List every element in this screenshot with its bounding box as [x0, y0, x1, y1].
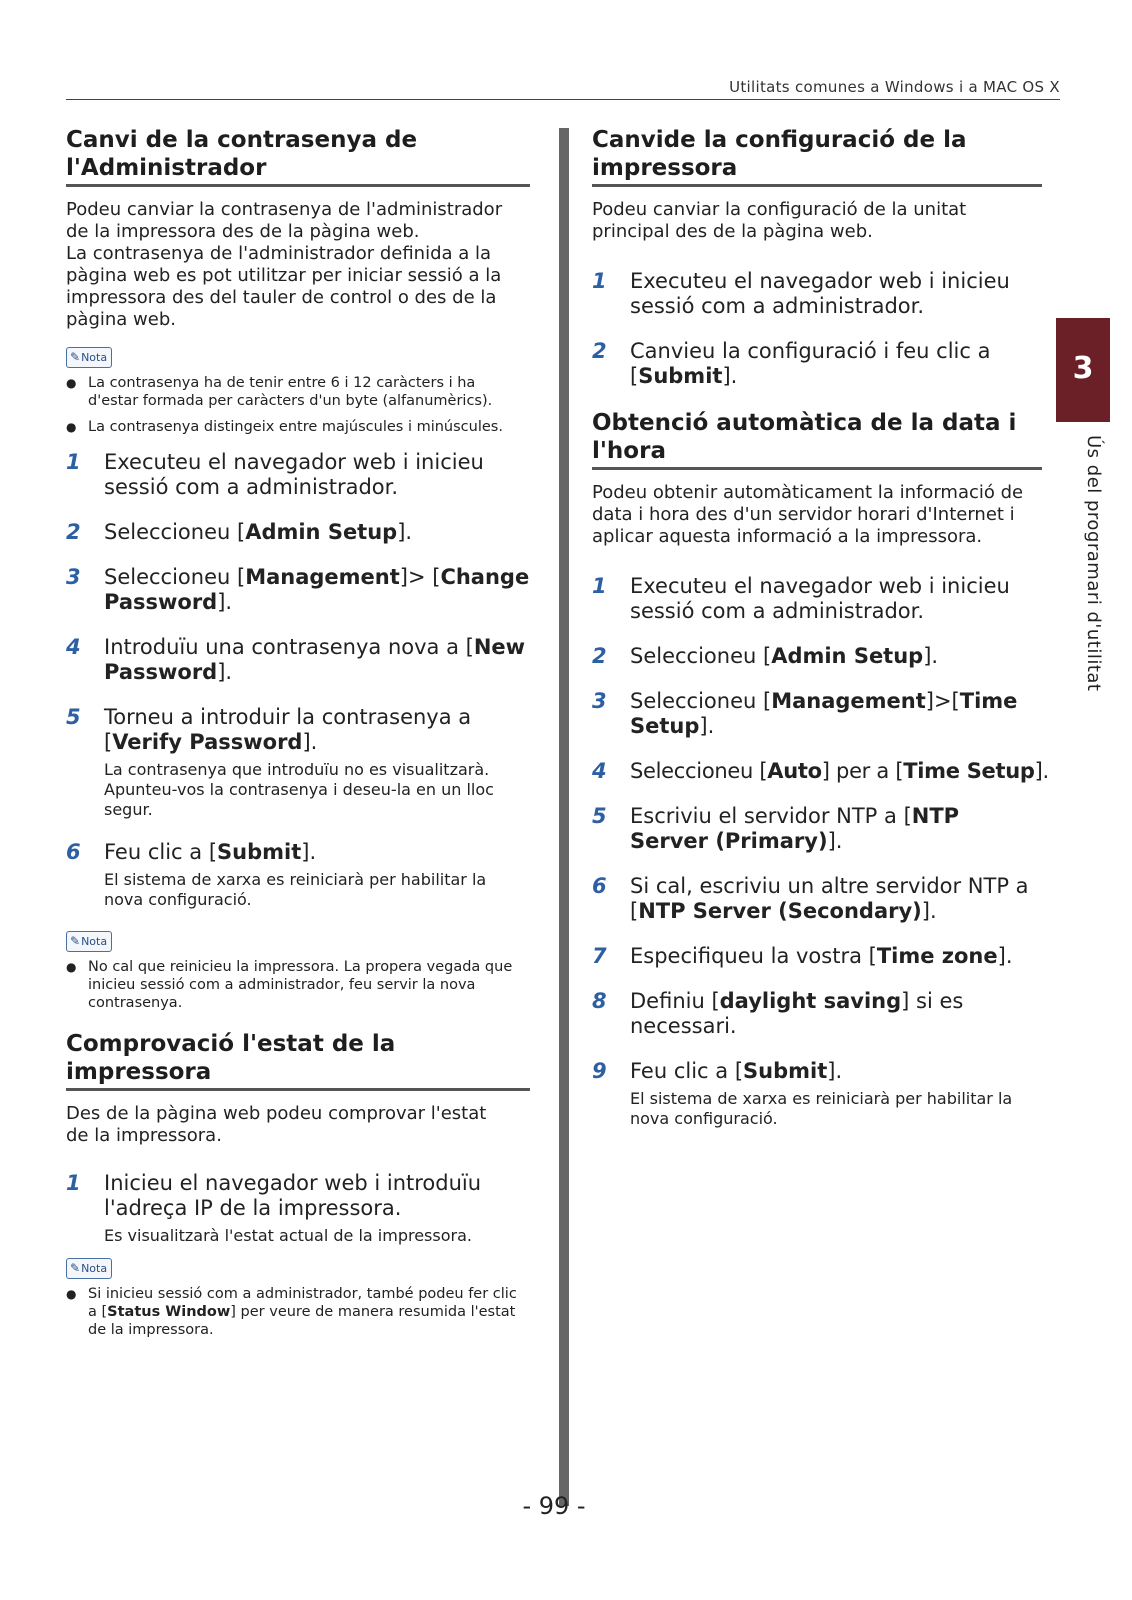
- ui-term: New Password: [104, 635, 526, 684]
- step-text-part: ] si es necessari.: [630, 989, 964, 1038]
- intro-line: de la impressora.: [66, 1125, 222, 1146]
- ui-term: Change Password: [104, 565, 530, 614]
- section-title-printer-config: [592, 126, 1042, 187]
- title-line: Canvi de la contrasenya de: [66, 127, 418, 153]
- chapter-side-label: Ús del programari d'utilitat: [1083, 435, 1104, 692]
- step-number: 5: [592, 804, 607, 828]
- intro-line: Podeu canviar la contrasenya de l'administrador: [66, 199, 503, 220]
- section-title-printer-status: [66, 1030, 530, 1091]
- intro-line: principal des de la pàgina web.: [592, 221, 873, 242]
- step-text-part: ].: [722, 364, 738, 388]
- intro-line: aplicar aquesta informació a la impressora.: [592, 526, 983, 547]
- running-header: Utilitats comunes a Windows i a MAC OS X: [729, 78, 1060, 96]
- ui-term: Management: [771, 689, 926, 713]
- note-text: ] per veure de manera resumida l'estat de la impressora.: [88, 1304, 516, 1338]
- step-number: 2: [592, 339, 607, 363]
- step-number: 5: [66, 705, 81, 729]
- step-text-part: ].: [217, 660, 233, 684]
- intro-line: Des de la pàgina web podeu comprovar l'estat: [66, 1103, 487, 1124]
- step-number: 3: [66, 565, 81, 589]
- intro-paragraph: [592, 482, 1042, 548]
- step-text-part: Executeu el navegador web i inicieu sessió com a administrador.: [104, 450, 484, 499]
- step: [592, 944, 1042, 969]
- step-number: 1: [66, 1171, 81, 1195]
- ui-term: Time Setup: [630, 689, 1018, 738]
- step-text-part: ].: [217, 590, 233, 614]
- title-line: Canvide la configuració de la: [592, 127, 967, 153]
- step-number: 9: [592, 1059, 607, 1083]
- step-number: 2: [592, 644, 607, 668]
- step-number: 2: [66, 520, 81, 544]
- step-text: [630, 1059, 1042, 1084]
- step: [592, 339, 1042, 389]
- step: [592, 689, 1042, 739]
- step-detail: El sistema de xarxa es reiniciarà per habilitar la nova configuració.: [630, 1089, 1013, 1128]
- step-text-part: ]>[: [925, 689, 960, 713]
- step-number: 1: [592, 574, 607, 598]
- note-text: No cal que reinicieu la impressora. La propera vegada que inicieu sessió com a administrador, feu servir la nova contrasenya.: [88, 959, 513, 1011]
- step-text-part: Seleccioneu [: [630, 689, 772, 713]
- step-number: 8: [592, 989, 607, 1013]
- pencil-icon: ✎: [70, 1261, 81, 1275]
- note-list: [66, 958, 530, 1012]
- step-text-part: ].: [921, 899, 937, 923]
- step-text: [630, 804, 1042, 854]
- step-text-part: Torneu a introduir la contrasenya a [: [104, 705, 472, 754]
- note-item: [66, 374, 530, 410]
- title-line: l'hora: [592, 438, 666, 464]
- step-text-part: Si cal, escriviu un altre servidor NTP a [: [630, 874, 1029, 923]
- note-label: Nota: [81, 1262, 108, 1275]
- step-text: Executeu el navegador web i inicieu sessió com a administrador.: [630, 574, 1010, 623]
- step-text-part: ].: [397, 520, 413, 544]
- bullet-icon: ●: [66, 376, 77, 390]
- step: [592, 1059, 1042, 1129]
- step-text: [104, 635, 530, 685]
- header-rule: [66, 99, 1060, 100]
- step-text-part: ].: [1034, 759, 1049, 783]
- step-text: [630, 989, 1042, 1039]
- step: [592, 644, 1042, 669]
- title-line: impressora: [66, 1059, 212, 1085]
- ui-term: Submit: [217, 840, 302, 864]
- note-text: Si inicieu sessió com a administrador, també podeu fer clic a [: [88, 1286, 517, 1320]
- ui-term: Admin Setup: [245, 520, 398, 544]
- step-text-part: Canvieu la configuració i feu clic a [: [630, 339, 991, 388]
- step-number: 1: [592, 269, 607, 293]
- intro-line: pàgina web.: [66, 309, 176, 330]
- step: [66, 635, 530, 685]
- note-text: La contrasenya ha de tenir entre 6 i 12 caràcters i ha d'estar formada per caràcters d'un byte (alfanumèrics).: [88, 375, 493, 409]
- title-line: l'Administrador: [66, 155, 267, 181]
- pencil-icon: ✎: [70, 350, 81, 364]
- note-item: [66, 418, 530, 436]
- step-text-part: Definiu [: [630, 989, 720, 1013]
- step-text-part: ] per a [: [821, 759, 904, 783]
- step-text-part: ].: [923, 644, 939, 668]
- step: [592, 574, 1042, 624]
- ui-term: NTP Server (Secondary): [638, 899, 922, 923]
- chapter-number: 3: [1072, 351, 1094, 386]
- step-list: [66, 1171, 530, 1246]
- step-text-part: ].: [827, 1059, 843, 1083]
- step-text-part: ].: [827, 829, 843, 853]
- step-number: 6: [592, 874, 607, 898]
- ui-term: Verify Password: [112, 730, 303, 754]
- step-text: [630, 759, 1049, 784]
- note-list: [66, 1285, 530, 1339]
- step: [592, 759, 1049, 784]
- step-text-part: ].: [699, 714, 715, 738]
- step: [592, 269, 1042, 319]
- step-text-part: Seleccioneu [: [630, 759, 768, 783]
- step-text: [104, 565, 530, 615]
- step-text: [104, 705, 530, 755]
- bullet-icon: ●: [66, 960, 77, 974]
- intro-line: Podeu obtenir automàticament la informació de: [592, 482, 1024, 503]
- right-column: [592, 126, 1049, 1149]
- step-text: [630, 644, 1042, 669]
- section-title-auto-datetime: [592, 409, 1042, 470]
- pencil-icon: ✎: [70, 934, 81, 948]
- intro-line: data i hora des d'un servidor horari d'Internet i: [592, 504, 1015, 525]
- intro-line: de la impressora des de la pàgina web.: [66, 221, 420, 242]
- ui-term: Time Setup: [903, 759, 1035, 783]
- ui-term: Auto: [767, 759, 822, 783]
- step: [592, 874, 1042, 924]
- step-text-part: Feu clic a [: [630, 1059, 744, 1083]
- step: [66, 565, 530, 615]
- ui-term: daylight saving: [719, 989, 902, 1013]
- step-text: [630, 874, 1042, 924]
- column-divider: [559, 128, 569, 1506]
- note-list: [66, 374, 530, 436]
- step-number: 4: [66, 635, 81, 659]
- ui-term: Submit: [638, 364, 723, 388]
- step-text: [630, 339, 1042, 389]
- step-text: [630, 689, 1042, 739]
- step-number: 1: [66, 450, 81, 474]
- note-item: [66, 1285, 530, 1339]
- step: [66, 450, 530, 500]
- step-text-part: Especifiqueu la vostra [: [630, 944, 877, 968]
- step-number: 3: [592, 689, 607, 713]
- intro-paragraph: [592, 199, 1042, 243]
- intro-paragraph: [66, 199, 530, 331]
- ui-term: Admin Setup: [771, 644, 924, 668]
- step-text-part: Introduïu una contrasenya nova a [: [104, 635, 474, 659]
- intro-line: impressora des del tauler de control o des de la: [66, 287, 497, 308]
- step: [66, 1171, 530, 1246]
- step-list: [66, 450, 530, 910]
- bullet-icon: ●: [66, 1287, 77, 1301]
- step-list: [592, 269, 1042, 389]
- step-number: 4: [592, 759, 607, 783]
- step-detail: La contrasenya que introduïu no es visualitzarà. Apunteu-vos la contrasenya i deseu-la en un lloc segur.: [104, 760, 494, 819]
- step-text-part: ].: [301, 840, 317, 864]
- step-text-part: Feu clic a [: [104, 840, 218, 864]
- page-number: - 99 -: [522, 1492, 586, 1520]
- intro-paragraph: [66, 1103, 530, 1147]
- title-line: Obtenció automàtica de la data i: [592, 410, 1017, 436]
- step: [66, 840, 530, 910]
- ui-term: Submit: [743, 1059, 828, 1083]
- ui-term: Management: [245, 565, 400, 589]
- step-text-part: Escriviu el servidor NTP a [: [630, 804, 912, 828]
- step-text: [104, 450, 530, 500]
- step: [66, 705, 530, 820]
- step-text: Executeu el navegador web i inicieu sessió com a administrador.: [630, 269, 1010, 318]
- intro-line: La contrasenya de l'administrador definida a la: [66, 243, 492, 264]
- intro-line: pàgina web es pot utilitzar per iniciar sessió a la: [66, 265, 502, 286]
- note-badge: [66, 1258, 112, 1279]
- step-detail: El sistema de xarxa es reiniciarà per habilitar la nova configuració.: [104, 870, 487, 909]
- step-number: 7: [592, 944, 607, 968]
- step-text-part: Seleccioneu [: [104, 520, 246, 544]
- note-badge: [66, 347, 112, 368]
- step-text: [630, 944, 1042, 969]
- step-list: [592, 574, 1049, 1129]
- step-text-part: ].: [302, 730, 318, 754]
- note-item: [66, 958, 530, 1012]
- step-text: [104, 840, 530, 865]
- left-column: [66, 126, 530, 1347]
- note-badge: [66, 931, 112, 952]
- ui-term: Status Window: [107, 1304, 231, 1320]
- ui-term: NTP Server (Primary): [630, 804, 960, 853]
- title-line: impressora: [592, 155, 738, 181]
- step: [66, 520, 530, 545]
- step-number: 6: [66, 840, 81, 864]
- step-text-part: Seleccioneu [: [630, 644, 772, 668]
- step: [592, 804, 1042, 854]
- step: [592, 989, 1042, 1039]
- intro-line: Podeu canviar la configuració de la unitat: [592, 199, 967, 220]
- step-text: Inicieu el navegador web i introduïu l'adreça IP de la impressora.: [104, 1171, 482, 1220]
- title-line: Comprovació l'estat de la: [66, 1031, 396, 1057]
- section-title-admin-password: [66, 126, 530, 187]
- step-text-part: ]> [: [399, 565, 441, 589]
- step-text-part: Seleccioneu [: [104, 565, 246, 589]
- note-label: Nota: [81, 935, 108, 948]
- step-text-part: ].: [997, 944, 1013, 968]
- note-text: La contrasenya distingeix entre majúscules i minúscules.: [88, 419, 503, 435]
- ui-term: Time zone: [876, 944, 998, 968]
- note-label: Nota: [81, 351, 108, 364]
- step-detail: Es visualitzarà l'estat actual de la impressora.: [104, 1226, 472, 1245]
- chapter-tab: [1056, 318, 1110, 422]
- bullet-icon: ●: [66, 420, 77, 434]
- step-text: [104, 520, 530, 545]
